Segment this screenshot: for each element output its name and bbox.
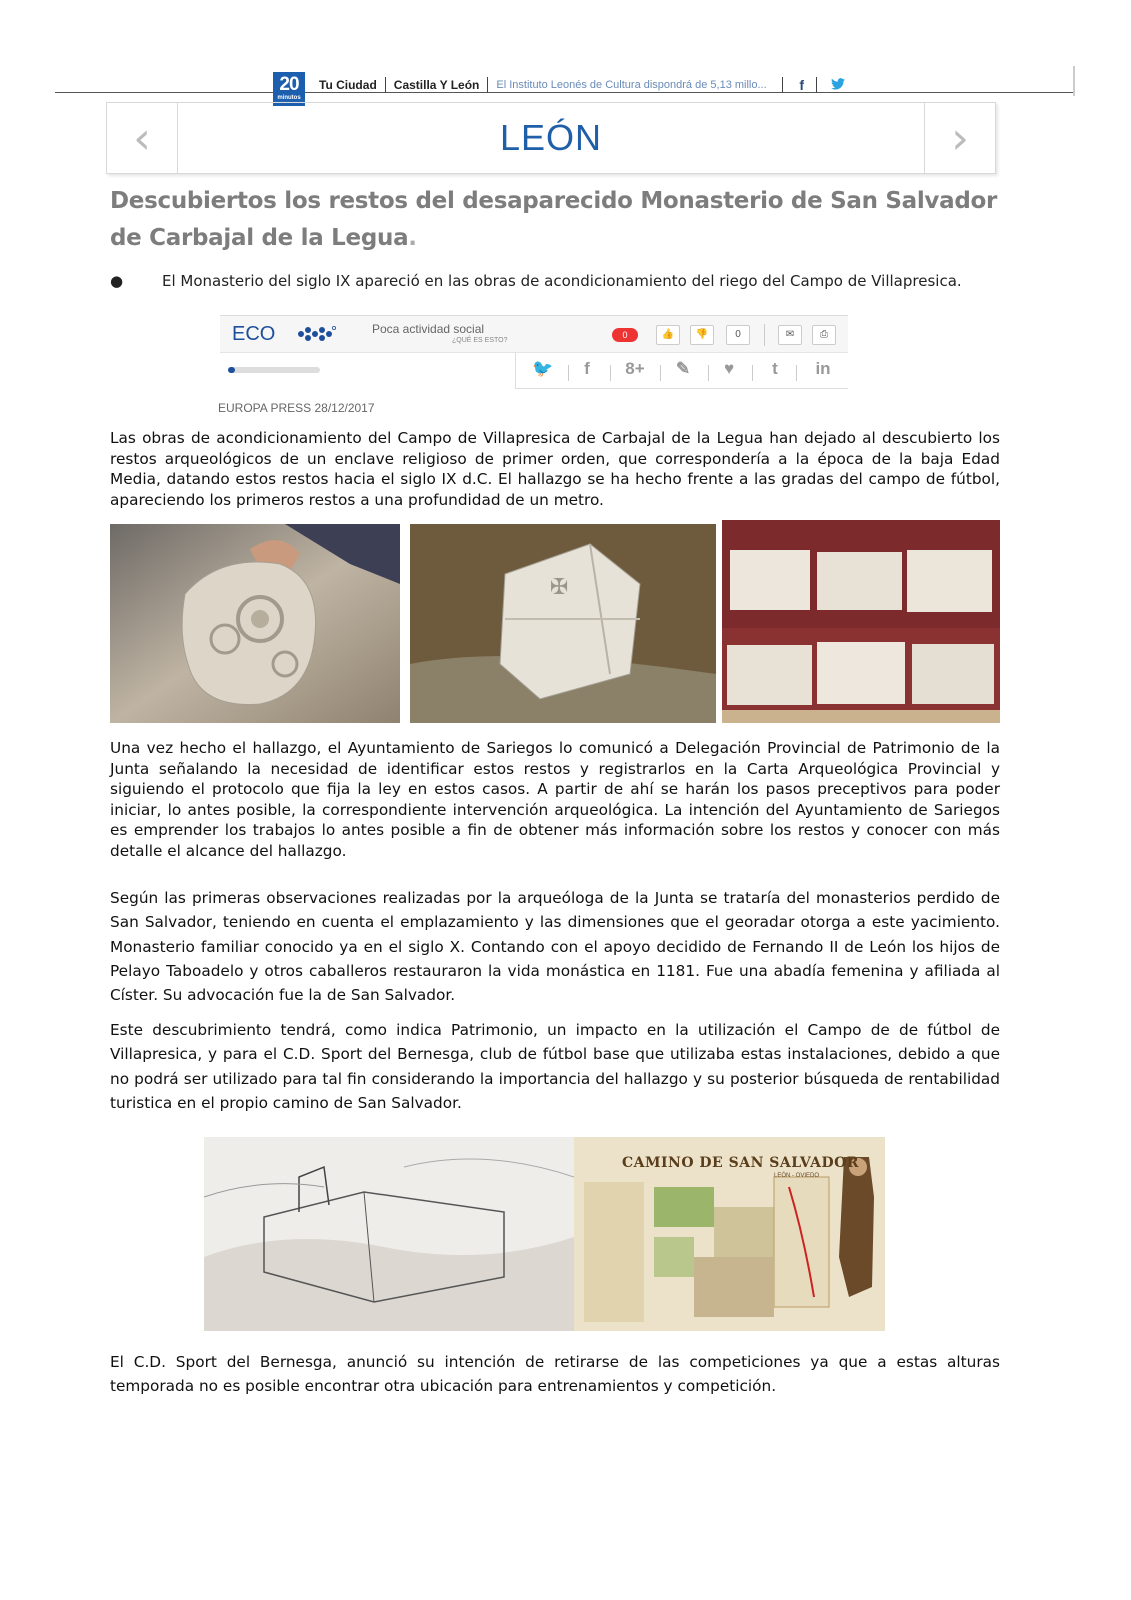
divider	[782, 77, 783, 93]
topbar-edge	[1073, 66, 1075, 96]
castilla-y-leon-link[interactable]: Castilla Y León	[393, 78, 480, 92]
like-button[interactable]	[656, 325, 680, 345]
article-paragraph-2: Una vez hecho el hallazgo, el Ayuntamiento de Sariegos lo comunicó a Delegación Provincial de Patrimonio de la Junta señalando la necesidad de identificar estos restos y registrarlos en la Carta Arqueológica Provincial y siguiendo el protocolo que fija la ley en estos casos. A partir de ahí se harán los pasos preceptivos para poder iniciar, lo antes posible, la correspondiente intervención arqueológica. La intención del Ayuntamiento de Sariegos es emprender los trabajos lo antes posible a fin de obtener más información sobre los restos y conocer con más detalle el alcance del hallazgo.	[110, 739, 1000, 860]
print-button[interactable]	[812, 325, 836, 345]
linkedin-share-icon[interactable]: in	[815, 359, 831, 378]
carved-stone-fragment-photo	[110, 524, 400, 723]
previous-city-button[interactable]	[107, 103, 178, 173]
monastery-drawing	[204, 1137, 574, 1331]
topbar-links	[273, 70, 845, 100]
activity-progress-bar	[228, 367, 320, 373]
site-logo[interactable]	[273, 72, 305, 106]
progress-fill	[228, 367, 235, 373]
facebook-icon[interactable]: f	[799, 77, 805, 93]
divider	[796, 365, 797, 381]
social-activity-widget	[220, 315, 848, 387]
twitter-icon[interactable]	[831, 77, 845, 93]
chevron-right-icon: ›	[951, 112, 969, 164]
news-ticker-link[interactable]: El Instituto Leonés de Cultura dispondrá de 5,13 millo...	[496, 79, 767, 91]
divider	[515, 353, 516, 389]
divider	[515, 388, 848, 389]
divider	[385, 77, 386, 93]
divider	[764, 324, 765, 346]
article-headline	[110, 183, 1010, 257]
dislike-count: 0	[726, 325, 750, 345]
city-header	[106, 102, 996, 174]
divider	[487, 77, 488, 93]
activity-label: Poca actividad social	[372, 322, 485, 336]
divider	[610, 365, 611, 381]
divider	[568, 365, 569, 381]
divider	[816, 77, 817, 93]
thumbs-up-icon: 👍	[661, 329, 675, 340]
googleplus-share-icon[interactable]: 8+	[625, 359, 645, 378]
eco-dots-icon	[296, 325, 336, 343]
article-summary-bullet	[110, 272, 1010, 290]
city-title: LEÓN	[499, 117, 603, 158]
svg-text:✠: ✠	[550, 575, 569, 600]
envelope-icon: ✉	[785, 329, 795, 340]
tu-ciudad-link[interactable]: Tu Ciudad	[319, 78, 377, 92]
printer-icon: ⎙	[820, 329, 828, 340]
bullet-icon: ●	[110, 272, 124, 290]
summary-text: El Monasterio del siglo IX apareció en las obras de acondicionamiento del riego del Campo de Villapresica.	[162, 272, 962, 290]
logo-number: 20	[279, 74, 299, 95]
tumblr-share-icon[interactable]: t	[772, 359, 778, 378]
photo-illustration	[722, 520, 1000, 723]
chevron-left-icon: ‹	[133, 112, 151, 164]
next-city-button[interactable]	[924, 103, 995, 173]
capital-fragments-photo	[722, 520, 1000, 723]
poster-title: CAMINO DE SAN SALVADOR	[622, 1155, 860, 1171]
facebook-share-icon[interactable]: f	[584, 359, 590, 378]
divider	[660, 365, 661, 381]
widget-share-bar	[220, 353, 848, 389]
poster-subtitle: LEÓN - OVIEDO	[774, 1173, 820, 1179]
twitter-share-icon[interactable]: 🐦	[532, 359, 554, 378]
dislike-button[interactable]	[690, 325, 714, 345]
top-navigation-bar	[55, 66, 1075, 101]
article-source-date: EUROPA PRESS 28/12/2017	[218, 401, 375, 415]
meneame-share-icon[interactable]: ✎	[675, 359, 691, 378]
photo-illustration	[410, 524, 716, 723]
divider	[708, 365, 709, 381]
article-paragraph-4: Este descubrimiento tendrá, como indica Patrimonio, un impacto en la utilización el Campo de de fútbol de Villapresica, y para el C.D. Sport del Bernesga, club de fútbol base que utilizaba estas instalaciones, debido a que no podrá ser utilizado para tal fin considerando la importancia del hallazgo y su posterior búsqueda de rentabilidad turistica en el propio camino de San Salvador.	[110, 1021, 1000, 1112]
pocket-share-icon[interactable]: ♥	[723, 359, 735, 378]
article-paragraph-5: El C.D. Sport del Bernesga, anunció su intención de retirarse de las competiciones ya que a estas alturas temporada no es posible encontrar otra ubicación para entrenamientos y competición.	[110, 1353, 1000, 1396]
marble-column-base-photo	[410, 524, 716, 723]
article-paragraph-1: Las obras de acondicionamiento del Campo de Villapresica de Carbajal de la Legua han dejado al descubierto los restos arqueológicos de un enclave religioso de primer orden, que correspondería a la época de la baja Edad Media, datando estos restos hacia el siglo IX d.C. El hallazgo se ha hecho frente a las gradas del campo de fútbol, apareciendo los primeros restos a una profundidad de un metro.	[110, 429, 1000, 509]
thumbs-down-icon: 👎	[695, 329, 709, 340]
article-paragraph-3: Según las primeras observaciones realizadas por la arqueóloga de la Junta se trataría del monasterios perdido de San Salvador, teniendo en cuenta el emplazamiento y las dimensiones que el georadar otorga a este yacimiento. Monasterio familiar conocido ya en el siglo X. Contando con el apoyo decidido de Fernando II de León los hijos de Pelayo Taboadelo y otros caballeros restauraron la vida monástica en 1181. Fue una abadía femenina y afiliada al Císter. Su advocación fue la de San Salvador.	[110, 889, 1000, 1005]
divider	[752, 365, 753, 381]
sketch-illustration	[204, 1137, 574, 1331]
activity-badge: 0	[612, 328, 638, 342]
headline-dot: .	[408, 225, 417, 251]
widget-header	[220, 315, 848, 353]
email-button[interactable]	[778, 325, 802, 345]
headline-text: Descubiertos los restos del desaparecido Monasterio de San Salvador de Carbajal de la Legua	[110, 188, 998, 251]
photo-illustration	[110, 524, 400, 723]
logo-sub: minutos	[277, 95, 301, 101]
camino-san-salvador-poster	[574, 1137, 885, 1331]
what-is-this-link[interactable]: ¿QUÉ ES ESTO?	[452, 337, 508, 344]
eco-logo: ECO	[232, 323, 276, 345]
